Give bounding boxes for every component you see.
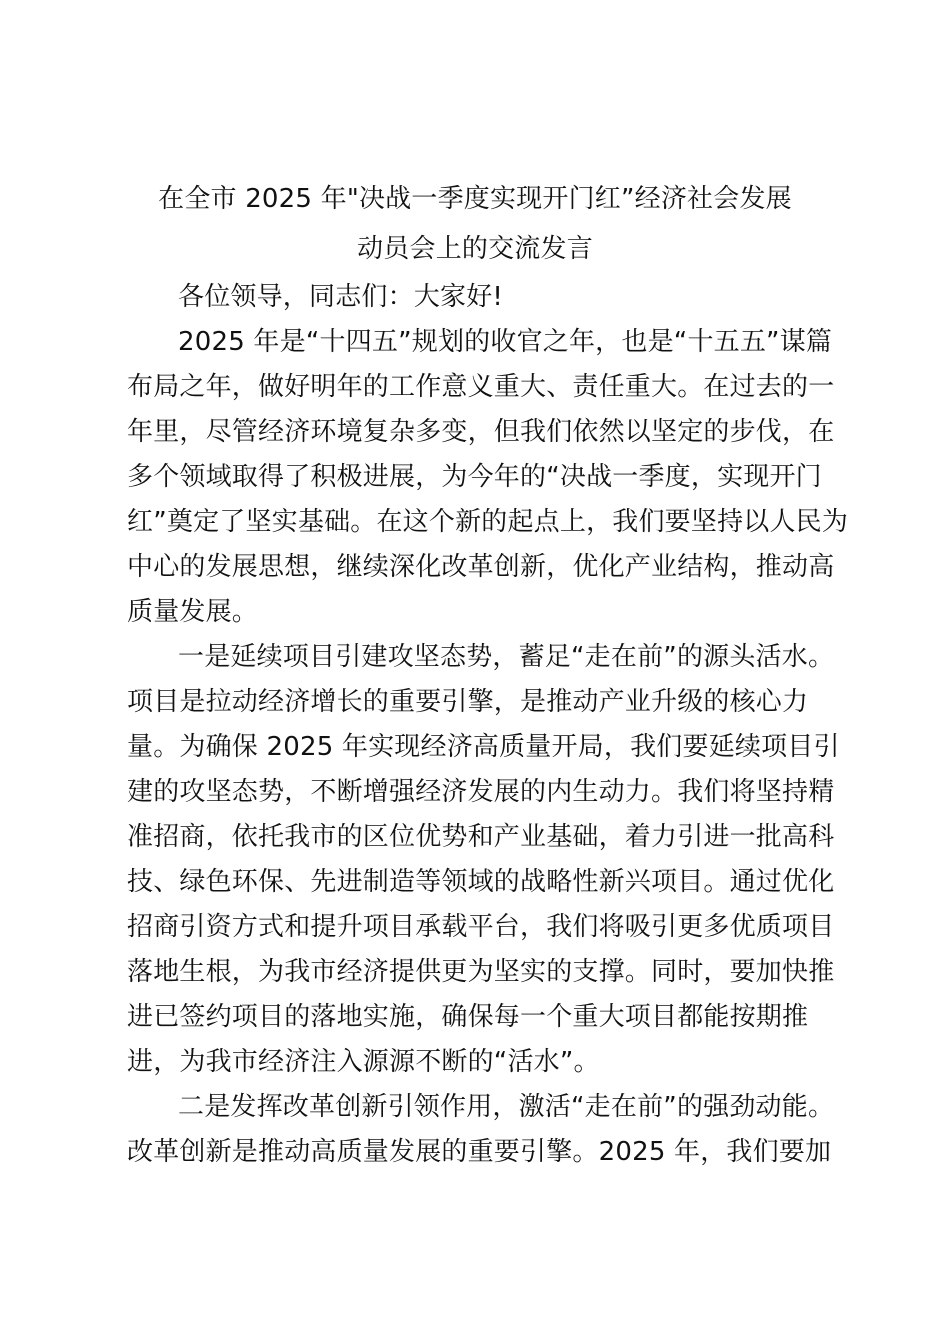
paragraph-1-line-1: 2025 年是“十四五”规划的收官之年，也是“十五五”谋篇 bbox=[178, 327, 833, 357]
paragraph-3-line-1: 二是发挥改革创新引领作用，激活“走在前”的强劲动能。 bbox=[178, 1092, 835, 1122]
paragraph-1-line-7: 质量发展。 bbox=[127, 597, 259, 627]
paragraph-2-line-1: 一是延续项目引建攻坚态势，蓄足“走在前”的源头活水。 bbox=[178, 642, 835, 672]
title-line-2: 动员会上的交流发言 bbox=[357, 234, 593, 264]
paragraph-1-line-4: 多个领域取得了积极进展，为今年的“决战一季度，实现开门 bbox=[127, 462, 822, 492]
paragraph-2-line-4: 建的攻坚态势，不断增强经济发展的内生动力。我们将坚持精 bbox=[127, 777, 835, 807]
paragraph-2-line-5: 准招商，依托我市的区位优势和产业基础，着力引进一批高科 bbox=[127, 822, 835, 852]
title-line-1: 在全市 2025 年"决战一季度实现开门红”经济社会发展 bbox=[158, 184, 792, 214]
paragraph-1-line-6: 中心的发展思想，继续深化改革创新，优化产业结构，推动高 bbox=[127, 552, 835, 582]
paragraph-2-line-6: 技、绿色环保、先进制造等领域的战略性新兴项目。通过优化 bbox=[127, 867, 835, 897]
paragraph-1-line-5: 红”奠定了坚实基础。在这个新的起点上，我们要坚持以人民为 bbox=[127, 507, 849, 537]
paragraph-2-line-2: 项目是拉动经济增长的重要引擎，是推动产业升级的核心力 bbox=[127, 687, 809, 717]
paragraph-2-line-9: 进已签约项目的落地实施，确保每一个重大项目都能按期推 bbox=[127, 1002, 809, 1032]
paragraph-1-line-2: 布局之年，做好明年的工作意义重大、责任重大。在过去的一 bbox=[127, 372, 835, 402]
paragraph-1-line-3: 年里，尽管经济环境复杂多变，但我们依然以坚定的步伐，在 bbox=[127, 417, 835, 447]
paragraph-2-line-8: 落地生根，为我市经济提供更为坚实的支撑。同时，要加快推 bbox=[127, 957, 835, 987]
paragraph-3-line-2: 改革创新是推动高质量发展的重要引擎。2025 年，我们要加 bbox=[127, 1137, 832, 1167]
paragraph-2-line-10: 进，为我市经济注入源源不断的“活水”。 bbox=[127, 1047, 600, 1077]
greeting-line: 各位领导，同志们：大家好! bbox=[178, 282, 504, 312]
paragraph-2-line-3: 量。为确保 2025 年实现经济高质量开局，我们要延续项目引 bbox=[127, 732, 840, 762]
paragraph-2-line-7: 招商引资方式和提升项目承载平台，我们将吸引更多优质项目 bbox=[127, 912, 835, 942]
